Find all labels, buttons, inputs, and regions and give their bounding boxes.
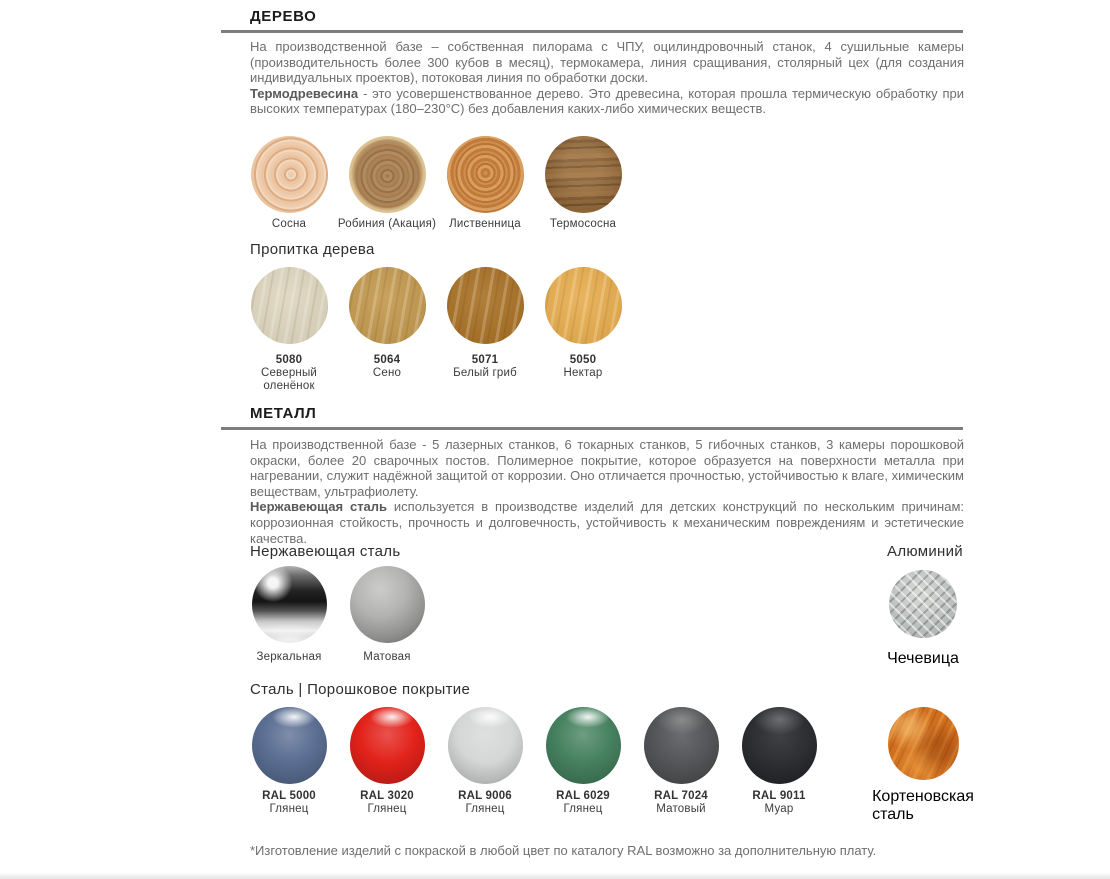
corten-steel-swatch-image <box>888 707 959 780</box>
wood-section-description <box>250 39 964 117</box>
stainless-row <box>240 566 436 663</box>
impregnation-row <box>240 267 632 393</box>
ral-swatch-6029 <box>534 707 632 816</box>
thermowood-term: Термодревесина <box>250 85 359 101</box>
ral-swatch-3020 <box>338 707 436 816</box>
corten-steel-swatch <box>873 707 973 824</box>
stainless-swatch-label: Зеркальная <box>256 651 322 663</box>
stain-swatch-label: 5080 Северный оленёнок <box>260 354 318 392</box>
ral-swatch-label: RAL 9011 Муар <box>752 790 806 815</box>
ral-swatch-5000 <box>240 707 338 816</box>
stain-swatch-label: 5064 Сено <box>372 354 402 379</box>
mirror-steel-sphere-image <box>252 566 327 643</box>
stain-swatch-5071 <box>436 267 534 393</box>
ral-7024-sphere-image <box>644 707 719 784</box>
wood-section-divider <box>221 30 963 33</box>
corten-steel-label: Кортеновская сталь <box>872 788 974 823</box>
wood-swatch-thermopine <box>534 136 632 230</box>
pine-wood-swatch-image <box>251 136 328 213</box>
ral-9011-sphere-image <box>742 707 817 784</box>
wood-swatch-label: Робиния (Акация) <box>337 218 437 230</box>
ral-9006-sphere-image <box>448 707 523 784</box>
metal-paragraph-1: На производственной базе - 5 лазерных станков, 6 токарных станков, 5 гибочных станков, 3 камеры порошковой окраски, более 20 сварочных постов. Полимерное покрытие, которое образуется на поверхности металла при нагревании, служит надёжной защитой от коррозии. Оно отличается прочностью, устойчивостью к влаге, химическим веществам, ультрафиолету. <box>250 437 964 499</box>
ral-swatch-label: RAL 9006 Глянец <box>458 790 512 815</box>
ral-5000-sphere-image <box>252 707 327 784</box>
metal-section-description <box>250 437 964 546</box>
stainless-steel-title: Нержавеющая сталь <box>250 543 401 560</box>
stain-swatch-5080 <box>240 267 338 393</box>
wood-swatch-larch <box>436 136 534 230</box>
stain-swatch-image <box>447 267 524 344</box>
ral-swatch-label: RAL 5000 Глянец <box>262 790 316 815</box>
wood-species-row <box>240 136 632 230</box>
stainless-swatch-matte <box>338 566 436 663</box>
wood-paragraph-1: На производственной базе – собственная пилорама с ЧПУ, оцилиндровочный станок, 4 сушильные камеры (производительность более 300 кубов в месяц), термокамера, линия сращивания, столярный цех (для создания индивидуальных проектов), потоковая линия по обработки доски. <box>250 39 964 86</box>
stain-swatch-image <box>251 267 328 344</box>
powder-coating-title: Сталь | Порошковое покрытие <box>250 681 471 698</box>
wood-swatch-sosna <box>240 136 338 230</box>
aluminum-swatch-label: Чечевица <box>887 650 959 667</box>
larch-wood-swatch-image <box>447 136 524 213</box>
aluminum-title: Алюминий <box>887 543 963 560</box>
metal-section-divider <box>221 427 963 430</box>
wood-swatch-label: Сосна <box>271 218 307 230</box>
stain-swatch-image <box>545 267 622 344</box>
ral-swatch-label: RAL 7024 Матовый <box>654 790 708 815</box>
diamond-plate-swatch-image <box>889 570 957 638</box>
ral-swatch-label: RAL 6029 Глянец <box>556 790 610 815</box>
ral-6029-sphere-image <box>546 707 621 784</box>
matte-steel-sphere-image <box>350 566 425 643</box>
ral-swatch-label: RAL 3020 Глянец <box>360 790 414 815</box>
stainless-swatch-label: Матовая <box>363 651 411 663</box>
stain-swatch-label: 5050 Нектар <box>563 354 603 379</box>
impregnation-title: Пропитка дерева <box>250 241 375 258</box>
page-bottom-edge <box>0 872 1110 879</box>
wood-paragraph-2: Термодревесина - это усовершенствованное дерево. Это древесина, которая прошла термическую обработку при высоких температурах (180–230°С) без добавления каких-либо химических веществ. <box>250 85 964 117</box>
stain-swatch-5064 <box>338 267 436 393</box>
wood-swatch-label: Термососна <box>549 218 617 230</box>
ral-swatch-7024 <box>632 707 730 816</box>
ral-footnote: *Изготовление изделий с покраской в любой цвет по каталогу RAL возможно за дополнительную плату. <box>250 843 877 858</box>
wood-swatch-robinia <box>338 136 436 230</box>
robinia-wood-swatch-image <box>349 136 426 213</box>
ral-swatch-9006 <box>436 707 534 816</box>
aluminum-swatch-lentil <box>873 570 973 668</box>
thermopine-wood-swatch-image <box>545 136 622 213</box>
powder-coating-row <box>240 707 828 816</box>
wood-section-title: ДЕРЕВО <box>250 8 317 25</box>
stain-swatch-image <box>349 267 426 344</box>
metal-section-title: МЕТАЛЛ <box>250 405 317 422</box>
stain-swatch-label: 5071 Белый гриб <box>453 354 517 379</box>
stain-swatch-5050 <box>534 267 632 393</box>
ral-swatch-9011 <box>730 707 828 816</box>
ral-3020-sphere-image <box>350 707 425 784</box>
stainless-swatch-mirror <box>240 566 338 663</box>
stainless-term: Нержавеющая сталь <box>250 499 388 515</box>
wood-swatch-label: Лиственница <box>449 218 521 230</box>
metal-paragraph-2: Нержавеющая сталь используется в производстве изделий для детских конструкций по нескольким причинам: коррозионная стойкость, прочность и долговечность, устойчивость к механическим повреждениям и эстетические качества. <box>250 499 965 546</box>
